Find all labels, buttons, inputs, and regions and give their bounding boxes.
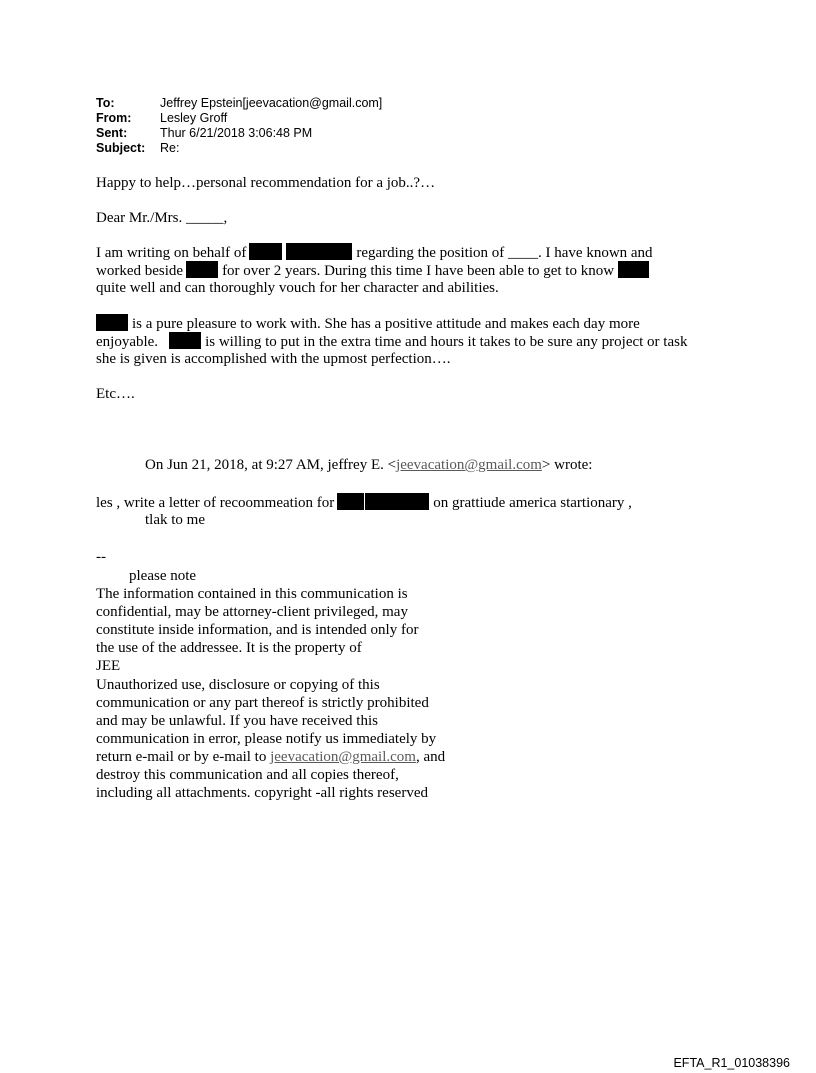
redaction-box — [96, 314, 128, 331]
subject-row — [96, 141, 382, 156]
from-label: From: — [96, 111, 132, 125]
email-link[interactable]: jeevacation@gmail.com — [270, 748, 416, 765]
to-label: To: — [96, 96, 115, 110]
please-note: please note — [129, 568, 197, 584]
document-id: EFTA_R1_01038396 — [673, 1056, 790, 1070]
redaction-box — [618, 261, 649, 278]
greeting: Dear Mr./Mrs. _____, — [96, 210, 228, 226]
notice-line: communication or any part thereof is strictly prohibited — [96, 694, 429, 711]
paragraph1-line1: I am writing on behalf of regarding the position of ____. I have known and — [96, 245, 653, 261]
paragraph2-line3: she is given is accomplished with the upmost perfection…. — [96, 351, 451, 367]
signature-dash: -- — [96, 549, 106, 565]
notice-line: constitute inside information, and is intended only for — [96, 622, 419, 639]
quoted-message-line1: les , write a letter of recoommeation for on grattiude america startionary , — [96, 495, 632, 511]
subject-value: Re: — [160, 141, 180, 155]
redaction-box — [186, 261, 218, 278]
notice-line: The information contained in this communication is — [96, 586, 408, 603]
notice-line: JEE — [96, 658, 121, 675]
notice-line: destroy this communication and all copies thereof, — [96, 767, 399, 784]
redaction-box — [337, 493, 364, 510]
notice-line: Unauthorized use, disclosure or copying of this — [96, 676, 380, 693]
from-row — [96, 111, 382, 126]
from-value: Lesley Groff — [160, 111, 228, 125]
body-intro: Happy to help…personal recommendation for a job..?… — [96, 175, 436, 191]
notice-line: confidential, may be attorney-client privileged, may — [96, 604, 408, 621]
redaction-box — [365, 493, 429, 510]
quoted-message-line2: tlak to me — [145, 512, 205, 528]
notice-line: return e-mail or by e-mail to jeevacation@gmail.com, and — [96, 748, 446, 765]
redaction-box — [286, 243, 352, 260]
sent-value: Thur 6/21/2018 3:06:48 PM — [160, 126, 313, 140]
paragraph1-line3: quite well and can thoroughly vouch for her character and abilities. — [96, 280, 499, 296]
sent-row — [96, 126, 382, 141]
redaction-box — [249, 243, 282, 260]
notice-line: including all attachments. copyright -all rights reserved — [96, 785, 428, 802]
sent-label: Sent: — [96, 126, 128, 140]
paragraph2-line1: is a pure pleasure to work with. She has a positive attitude and makes each day more — [96, 314, 640, 333]
subject-label: Subject: — [96, 141, 146, 155]
paragraph2-line2: enjoyable. is willing to put in the extra time and hours it takes to be sure any project or task — [96, 334, 688, 350]
etc-line: Etc…. — [96, 386, 135, 402]
paragraph1-line2: worked beside for over 2 years. During this time I have been able to get to know — [96, 261, 649, 280]
redaction-box — [169, 332, 201, 349]
confidentiality-notice — [96, 567, 445, 802]
notice-line: the use of the addressee. It is the property of — [96, 640, 362, 657]
to-value: Jeffrey Epstein[jeevacation@gmail.com] — [160, 96, 383, 110]
email-header — [96, 96, 382, 156]
notice-line: communication in error, please notify us immediately by — [96, 730, 437, 747]
quote-attribution: On Jun 21, 2018, at 9:27 AM, jeffrey E. <jeevacation@gmail.com> wrote: — [145, 457, 593, 473]
to-row — [96, 96, 382, 111]
notice-line: and may be unlawful. If you have received this — [96, 712, 378, 729]
email-link[interactable]: jeevacation@gmail.com — [396, 457, 542, 473]
